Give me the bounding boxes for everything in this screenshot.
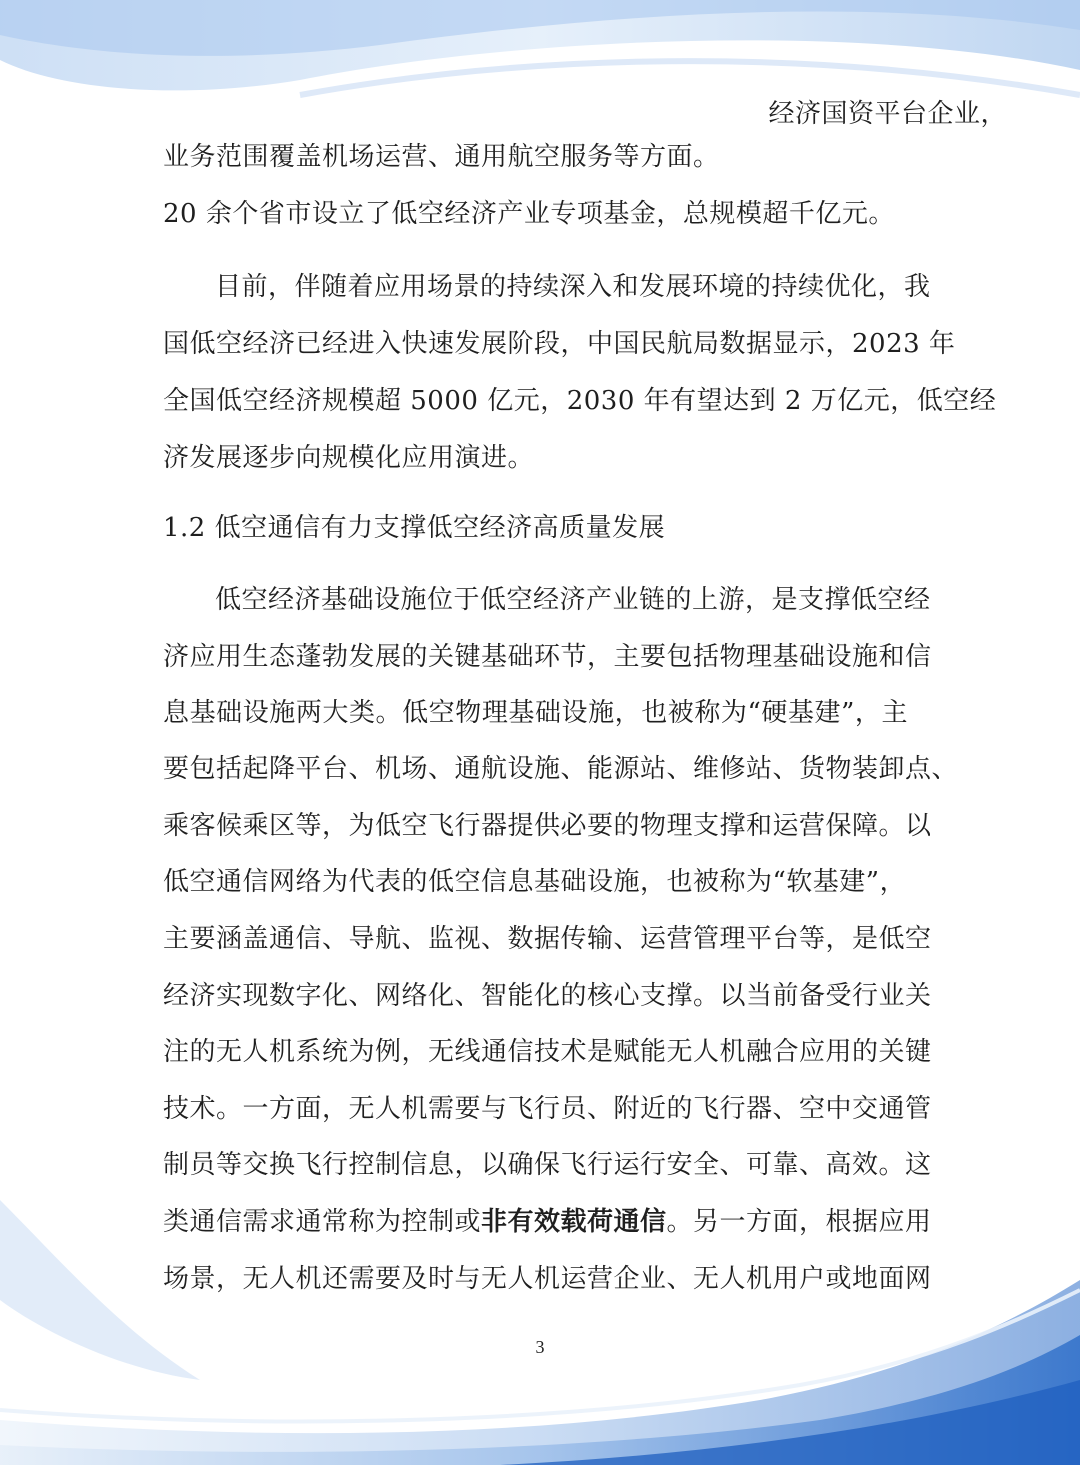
paragraph-line: 经济国资平台企业， — [768, 99, 1007, 129]
section-heading: 1.2 低空通信有力支撑低空经济高质量发展 — [163, 513, 666, 543]
paragraph-line — [163, 1205, 932, 1239]
line-text: 类通信需求通常称为控制或 — [163, 1207, 482, 1237]
paragraph-line: 乘客候乘区等，为低空飞行器提供必要的物理支撑和运营保障。以 — [163, 811, 932, 841]
paragraph-line: 济应用生态蓬勃发展的关键基础环节，主要包括物理基础设施和信 — [163, 642, 932, 672]
bold-term: 非有效载荷通信 — [481, 1207, 667, 1237]
paragraph-line: 经济实现数字化、网络化、智能化的核心支撑。以当前备受行业关 — [163, 981, 932, 1011]
paragraph-line: 低空通信网络为代表的低空信息基础设施，也被称为“软基建”， — [163, 867, 907, 897]
paragraph-line: 目前，伴随着应用场景的持续深入和发展环境的持续优化，我 — [215, 272, 931, 302]
paragraph-line: 全国低空经济规模超 5000 亿元，2030 年有望达到 2 万亿元，低空经 — [163, 386, 997, 416]
paragraph-line: 20 余个省市设立了低空经济产业专项基金，总规模超千亿元。 — [163, 199, 895, 229]
paragraph-line: 制员等交换飞行控制信息，以确保飞行运行安全、可靠、高效。这 — [163, 1150, 932, 1180]
paragraph-line: 业务范围覆盖机场运营、通用航空服务等方面。 — [163, 142, 720, 172]
paragraph-line: 息基础设施两大类。低空物理基础设施，也被称为“硬基建”，主 — [163, 698, 908, 728]
paragraph-line: 低空经济基础设施位于低空经济产业链的上游，是支撑低空经 — [215, 585, 931, 615]
paragraph-line: 技术。一方面，无人机需要与飞行员、附近的飞行器、空中交通管 — [163, 1094, 932, 1124]
paragraph-line: 国低空经济已经进入快速发展阶段，中国民航局数据显示，2023 年 — [163, 329, 956, 359]
line-text: 。另一方面，根据应用 — [666, 1207, 932, 1237]
page-number: 3 — [535, 1337, 545, 1357]
paragraph-line: 济发展逐步向规模化应用演进。 — [163, 443, 535, 473]
paragraph-line: 注的无人机系统为例，无线通信技术是赋能无人机融合应用的关键 — [163, 1037, 932, 1067]
paragraph-line: 主要涵盖通信、导航、监视、数据传输、运营管理平台等，是低空 — [163, 924, 932, 954]
paragraph-line: 场景，无人机还需要及时与无人机运营企业、无人机用户或地面网 — [163, 1264, 932, 1294]
paragraph-line: 要包括起降平台、机场、通航设施、能源站、维修站、货物装卸点、 — [163, 754, 959, 784]
